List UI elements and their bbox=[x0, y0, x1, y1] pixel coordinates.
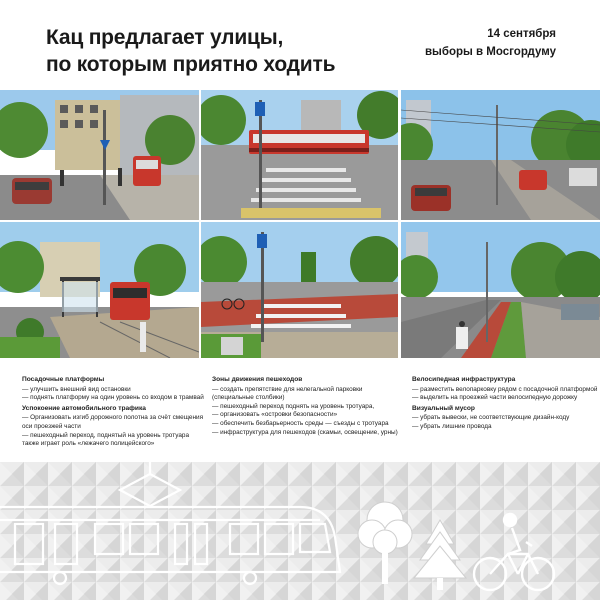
render-after-crossing bbox=[201, 222, 398, 358]
election-label: выборы в Мосгордуму bbox=[424, 46, 556, 58]
pedestrian-item: — пешеходный переход поднять на уровень тротуара, bbox=[212, 402, 375, 410]
render-after-tram-stop bbox=[0, 222, 199, 358]
photo-grid bbox=[0, 90, 600, 360]
render-after-avenue bbox=[401, 222, 600, 358]
clutter-heading: Визуальный мусор bbox=[412, 404, 475, 412]
pedestrian-item: (специальные столбики) bbox=[212, 394, 285, 402]
title-line-1: Кац предлагает улицы, bbox=[46, 26, 284, 49]
traffic-item: также играет роль «лежачего полицейского» bbox=[22, 440, 155, 448]
title-line-2: по которым приятно ходить bbox=[46, 53, 336, 76]
clutter-item: — убрать вывески, не соответствующие дизайн-коду bbox=[412, 414, 570, 422]
photo-before-crossing bbox=[201, 90, 398, 220]
bike-heading: Велосипедная инфраструктура bbox=[412, 376, 516, 383]
traffic-item: — пешеходный переход, поднятый на уровень тротуара bbox=[22, 431, 189, 439]
pedestrian-item: — создать препятствие для нелегальной парковки bbox=[212, 385, 363, 393]
pattern-svg bbox=[0, 462, 600, 600]
platforms-item: — поднять платформу на один уровень со входом в трамвай bbox=[22, 394, 204, 402]
bike-item: — выделить на проезжей части велосипедную дорожку bbox=[412, 394, 578, 402]
captions bbox=[0, 376, 600, 466]
platforms-item: — улучшить внешний вид остановки bbox=[22, 385, 131, 393]
election-date: 14 сентября bbox=[487, 28, 556, 40]
clutter-item: — убрать лишние провода bbox=[412, 422, 492, 430]
pedestrian-heading: Зоны движения пешеходов bbox=[212, 376, 303, 383]
election-info bbox=[425, 25, 556, 61]
pedestrian-item: — организовать «островки безопасности» bbox=[212, 411, 338, 419]
pedestrian-item: — инфраструктура для пешеходов (скамьи, освещение, урны) bbox=[212, 428, 398, 436]
photo-before-tram-stop bbox=[0, 90, 199, 220]
traffic-item: — Организовать изгиб дорожного полотна за счёт смещения bbox=[22, 414, 204, 422]
photo-before-avenue bbox=[401, 90, 600, 220]
caption-col-2 bbox=[212, 376, 398, 437]
header bbox=[0, 0, 600, 88]
caption-col-1 bbox=[22, 376, 204, 449]
bike-item: — разместить велопарковку рядом с посадочной платформой bbox=[412, 385, 598, 393]
traffic-item: оси проезжей части bbox=[22, 422, 81, 430]
traffic-heading: Успокоение автомобильного трафика bbox=[22, 404, 146, 412]
pedestrian-item: — обеспечить безбарьерность среды — съезды с тротуара bbox=[212, 419, 389, 427]
page-title bbox=[46, 24, 335, 78]
decorative-pattern bbox=[0, 462, 600, 600]
caption-col-3 bbox=[412, 376, 598, 432]
platforms-heading: Посадочные платформы bbox=[22, 376, 105, 383]
